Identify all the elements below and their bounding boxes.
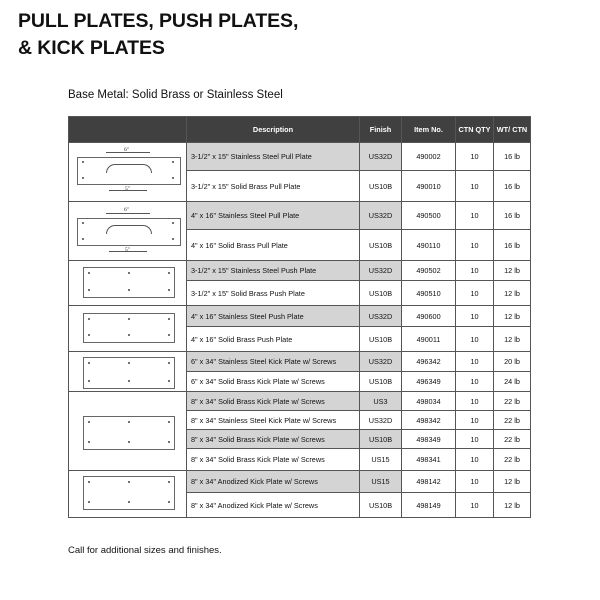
pull-plate-drawing <box>77 157 181 185</box>
base-metal-note: Base Metal: Solid Brass or Stainless Steel <box>68 89 283 101</box>
row-item-no: 498149 <box>402 493 456 518</box>
row-finish: US15 <box>360 449 402 471</box>
table-row <box>69 306 531 327</box>
row-weight: 16 lb <box>494 230 531 261</box>
row-item-no: 490500 <box>402 202 456 230</box>
table-row <box>69 471 531 493</box>
row-weight: 16 lb <box>494 171 531 202</box>
row-qty: 10 <box>456 493 494 518</box>
row-qty: 10 <box>456 230 494 261</box>
row-item-no: 490002 <box>402 143 456 171</box>
row-finish: US10B <box>360 327 402 352</box>
header-wt-ctn: WT/ CTN <box>494 117 531 143</box>
row-description: 8" x 34" Solid Brass Kick Plate w/ Screws <box>187 430 360 449</box>
row-weight: 16 lb <box>494 202 531 230</box>
row-weight: 12 lb <box>494 261 531 281</box>
header-image <box>69 117 187 143</box>
header-finish: Finish <box>360 117 402 143</box>
kick-plate-drawing <box>83 416 175 450</box>
row-weight: 22 lb <box>494 392 531 411</box>
title-line-2: & KICK PLATES <box>18 37 165 59</box>
header-item-no: Item No. <box>402 117 456 143</box>
dimension-label: 5" <box>125 186 130 192</box>
row-description: 4" x 16" Solid Brass Push Plate <box>187 327 360 352</box>
row-qty: 10 <box>456 171 494 202</box>
row-weight: 12 lb <box>494 471 531 493</box>
table-header-row <box>69 117 531 143</box>
table-row <box>69 352 531 372</box>
pull-plate-drawing <box>77 218 181 246</box>
row-item-no: 490600 <box>402 306 456 327</box>
row-qty: 10 <box>456 392 494 411</box>
push-plate-diagram <box>69 306 187 352</box>
row-item-no: 490110 <box>402 230 456 261</box>
kick-plate-drawing <box>83 476 175 510</box>
footer-note: Call for additional sizes and finishes. <box>68 545 222 556</box>
row-finish: US10B <box>360 430 402 449</box>
row-qty: 10 <box>456 430 494 449</box>
table-row <box>69 392 531 411</box>
row-finish: US3 <box>360 392 402 411</box>
row-item-no: 496349 <box>402 372 456 392</box>
row-qty: 10 <box>456 372 494 392</box>
row-item-no: 498341 <box>402 449 456 471</box>
row-qty: 10 <box>456 281 494 306</box>
row-weight: 24 lb <box>494 372 531 392</box>
push-plate-diagram <box>69 261 187 306</box>
row-item-no: 498034 <box>402 392 456 411</box>
row-finish: US10B <box>360 230 402 261</box>
push-plate-drawing <box>83 313 175 343</box>
dimension-label: 5" <box>125 247 130 253</box>
table-row <box>69 261 531 281</box>
row-qty: 10 <box>456 449 494 471</box>
row-finish: US10B <box>360 493 402 518</box>
row-finish: US10B <box>360 281 402 306</box>
row-description: 3-1/2" x 15" Solid Brass Pull Plate <box>187 171 360 202</box>
table-row <box>69 202 531 230</box>
row-item-no: 490010 <box>402 171 456 202</box>
row-description: 8" x 34" Solid Brass Kick Plate w/ Screws <box>187 392 360 411</box>
row-weight: 12 lb <box>494 493 531 518</box>
row-description: 3-1/2" x 15" Stainless Steel Pull Plate <box>187 143 360 171</box>
row-weight: 22 lb <box>494 430 531 449</box>
row-finish: US32D <box>360 261 402 281</box>
row-description: 3-1/2" x 15" Stainless Steel Push Plate <box>187 261 360 281</box>
push-plate-drawing <box>83 267 175 298</box>
kick-plate-diagram <box>69 471 187 518</box>
row-weight: 12 lb <box>494 327 531 352</box>
row-qty: 10 <box>456 143 494 171</box>
row-finish: US32D <box>360 202 402 230</box>
row-qty: 10 <box>456 411 494 430</box>
row-finish: US32D <box>360 143 402 171</box>
row-weight: 22 lb <box>494 449 531 471</box>
page-title <box>18 8 298 62</box>
dimension-label: 6" <box>124 147 129 153</box>
row-qty: 10 <box>456 471 494 493</box>
row-finish: US32D <box>360 306 402 327</box>
pull-plate-diagram <box>69 143 187 202</box>
row-finish: US10B <box>360 171 402 202</box>
row-finish: US10B <box>360 372 402 392</box>
row-description: 8" x 34" Stainless Steel Kick Plate w/ Screws <box>187 411 360 430</box>
row-description: 6" x 34" Stainless Steel Kick Plate w/ Screws <box>187 352 360 372</box>
row-qty: 10 <box>456 327 494 352</box>
row-item-no: 490502 <box>402 261 456 281</box>
row-description: 6" x 34" Solid Brass Kick Plate w/ Screws <box>187 372 360 392</box>
row-weight: 12 lb <box>494 306 531 327</box>
table-row <box>69 143 531 171</box>
row-item-no: 496342 <box>402 352 456 372</box>
header-description: Description <box>187 117 360 143</box>
row-description: 4" x 16" Stainless Steel Pull Plate <box>187 202 360 230</box>
product-table <box>68 116 531 518</box>
pull-handle-icon <box>106 164 152 173</box>
row-description: 4" x 16" Solid Brass Pull Plate <box>187 230 360 261</box>
row-description: 8" x 34" Anodized Kick Plate w/ Screws <box>187 493 360 518</box>
row-description: 8" x 34" Anodized Kick Plate w/ Screws <box>187 471 360 493</box>
row-qty: 10 <box>456 261 494 281</box>
row-weight: 20 lb <box>494 352 531 372</box>
row-qty: 10 <box>456 202 494 230</box>
row-weight: 22 lb <box>494 411 531 430</box>
row-item-no: 498349 <box>402 430 456 449</box>
row-item-no: 490510 <box>402 281 456 306</box>
row-description: 4" x 16" Stainless Steel Push Plate <box>187 306 360 327</box>
row-qty: 10 <box>456 352 494 372</box>
pull-handle-icon <box>106 225 152 234</box>
row-finish: US32D <box>360 411 402 430</box>
row-item-no: 498142 <box>402 471 456 493</box>
kick-plate-diagram <box>69 352 187 392</box>
title-line-1: PULL PLATES, PUSH PLATES, <box>18 10 299 32</box>
row-finish: US15 <box>360 471 402 493</box>
header-ctn-qty: CTN QTY <box>456 117 494 143</box>
row-description: 3-1/2" x 15" Solid Brass Push Plate <box>187 281 360 306</box>
row-finish: US32D <box>360 352 402 372</box>
row-weight: 12 lb <box>494 281 531 306</box>
kick-plate-drawing <box>83 357 175 389</box>
dimension-label: 6" <box>124 207 129 213</box>
row-item-no: 490011 <box>402 327 456 352</box>
pull-plate-diagram <box>69 202 187 261</box>
row-qty: 10 <box>456 306 494 327</box>
row-item-no: 498342 <box>402 411 456 430</box>
row-weight: 16 lb <box>494 143 531 171</box>
kick-plate-diagram <box>69 392 187 471</box>
row-description: 8" x 34" Solid Brass Kick Plate w/ Screws <box>187 449 360 471</box>
